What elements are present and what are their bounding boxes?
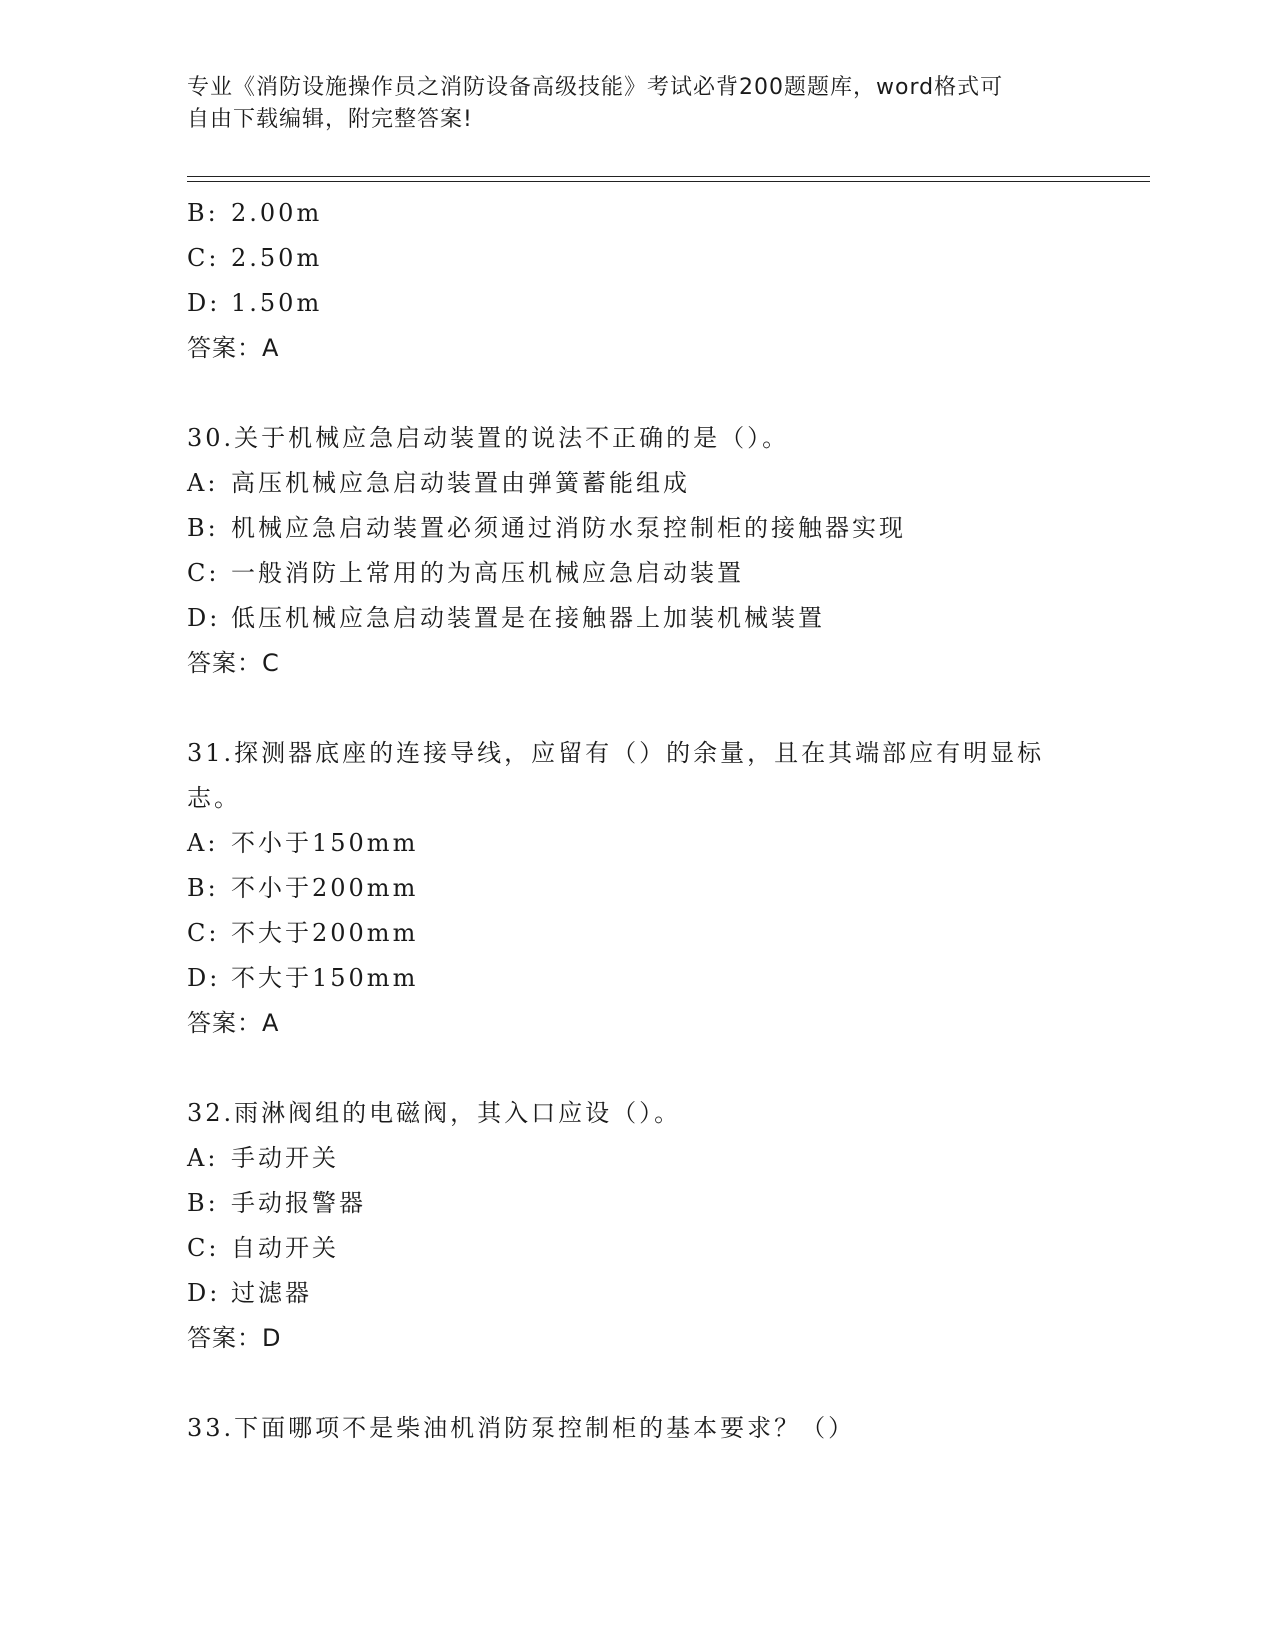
option-text: 高压机械应急启动装置由弹簧蓄能组成 xyxy=(231,469,690,497)
option-label: C: xyxy=(187,1234,220,1262)
option-text: 过滤器 xyxy=(231,1279,312,1307)
option-b xyxy=(187,1181,1087,1226)
header-title-line-1: 专业《消防设施操作员之消防设备高级技能》考试必背200题题库，word格式可 xyxy=(187,75,1004,100)
option-label: C: xyxy=(187,559,220,587)
option-label: D: xyxy=(187,604,221,632)
option-label: D: xyxy=(187,289,221,317)
option-label: A: xyxy=(187,469,219,497)
spacer xyxy=(187,1046,1087,1091)
answer: 答案：C xyxy=(187,649,280,677)
question-29-tail xyxy=(187,191,1087,371)
question-31 xyxy=(187,731,1087,1046)
question-32 xyxy=(187,1091,1087,1361)
option-d xyxy=(187,596,1087,641)
option-c xyxy=(187,1226,1087,1271)
option-text: 手动开关 xyxy=(231,1144,339,1172)
option-label: B: xyxy=(187,874,219,902)
option-label: A: xyxy=(187,1144,219,1172)
option-label: B: xyxy=(187,514,219,542)
option-d xyxy=(187,281,1087,326)
option-label: D: xyxy=(187,1279,221,1307)
option-a xyxy=(187,461,1087,506)
option-text: 2.50m xyxy=(231,244,323,272)
spacer xyxy=(187,371,1087,416)
option-text: 不小于150mm xyxy=(231,829,419,857)
option-label: D: xyxy=(187,964,221,992)
spacer xyxy=(187,686,1087,731)
question-text: 32.雨淋阀组的电磁阀，其入口应设（）。 xyxy=(187,1099,682,1127)
option-label: A: xyxy=(187,829,219,857)
option-text: 手动报警器 xyxy=(231,1189,366,1217)
answer: 答案：A xyxy=(187,334,280,362)
option-label: B: xyxy=(187,199,219,227)
header-divider-bottom xyxy=(187,181,1150,182)
option-label: B: xyxy=(187,1189,219,1217)
answer: 答案：D xyxy=(187,1324,282,1352)
option-d xyxy=(187,956,1087,1001)
option-text: 低压机械应急启动装置是在接触器上加装机械装置 xyxy=(231,604,825,632)
spacer xyxy=(187,1361,1087,1406)
option-label: C: xyxy=(187,244,220,272)
option-text: 2.00m xyxy=(231,199,323,227)
header-divider-top xyxy=(187,176,1150,177)
option-d xyxy=(187,1271,1087,1316)
question-30 xyxy=(187,416,1087,686)
option-c xyxy=(187,236,1087,281)
option-b xyxy=(187,191,1087,236)
option-b xyxy=(187,866,1087,911)
option-text: 一般消防上常用的为高压机械应急启动装置 xyxy=(231,559,744,587)
option-b xyxy=(187,506,1087,551)
option-label: C: xyxy=(187,919,220,947)
option-text: 不小于200mm xyxy=(231,874,419,902)
question-list xyxy=(187,191,1087,1451)
option-c xyxy=(187,551,1087,596)
header-title-line-2: 自由下载编辑，附完整答案! xyxy=(187,107,473,132)
option-text: 不大于200mm xyxy=(231,919,419,947)
question-text: 30.关于机械应急启动装置的说法不正确的是（）。 xyxy=(187,424,790,452)
option-c xyxy=(187,911,1087,956)
option-a xyxy=(187,1136,1087,1181)
option-text: 不大于150mm xyxy=(231,964,419,992)
option-text: 1.50m xyxy=(231,289,323,317)
question-text: 31.探测器底座的连接导线，应留有（）的余量，且在其端部应有明显标志。 xyxy=(187,739,1045,812)
question-text: 33.下面哪项不是柴油机消防泵控制柜的基本要求？（） xyxy=(187,1414,856,1442)
answer: 答案：A xyxy=(187,1009,280,1037)
option-text: 自动开关 xyxy=(231,1234,339,1262)
option-text: 机械应急启动装置必须通过消防水泵控制柜的接触器实现 xyxy=(231,514,906,542)
option-a xyxy=(187,821,1087,866)
page-header xyxy=(187,72,1067,136)
question-33 xyxy=(187,1406,1087,1451)
